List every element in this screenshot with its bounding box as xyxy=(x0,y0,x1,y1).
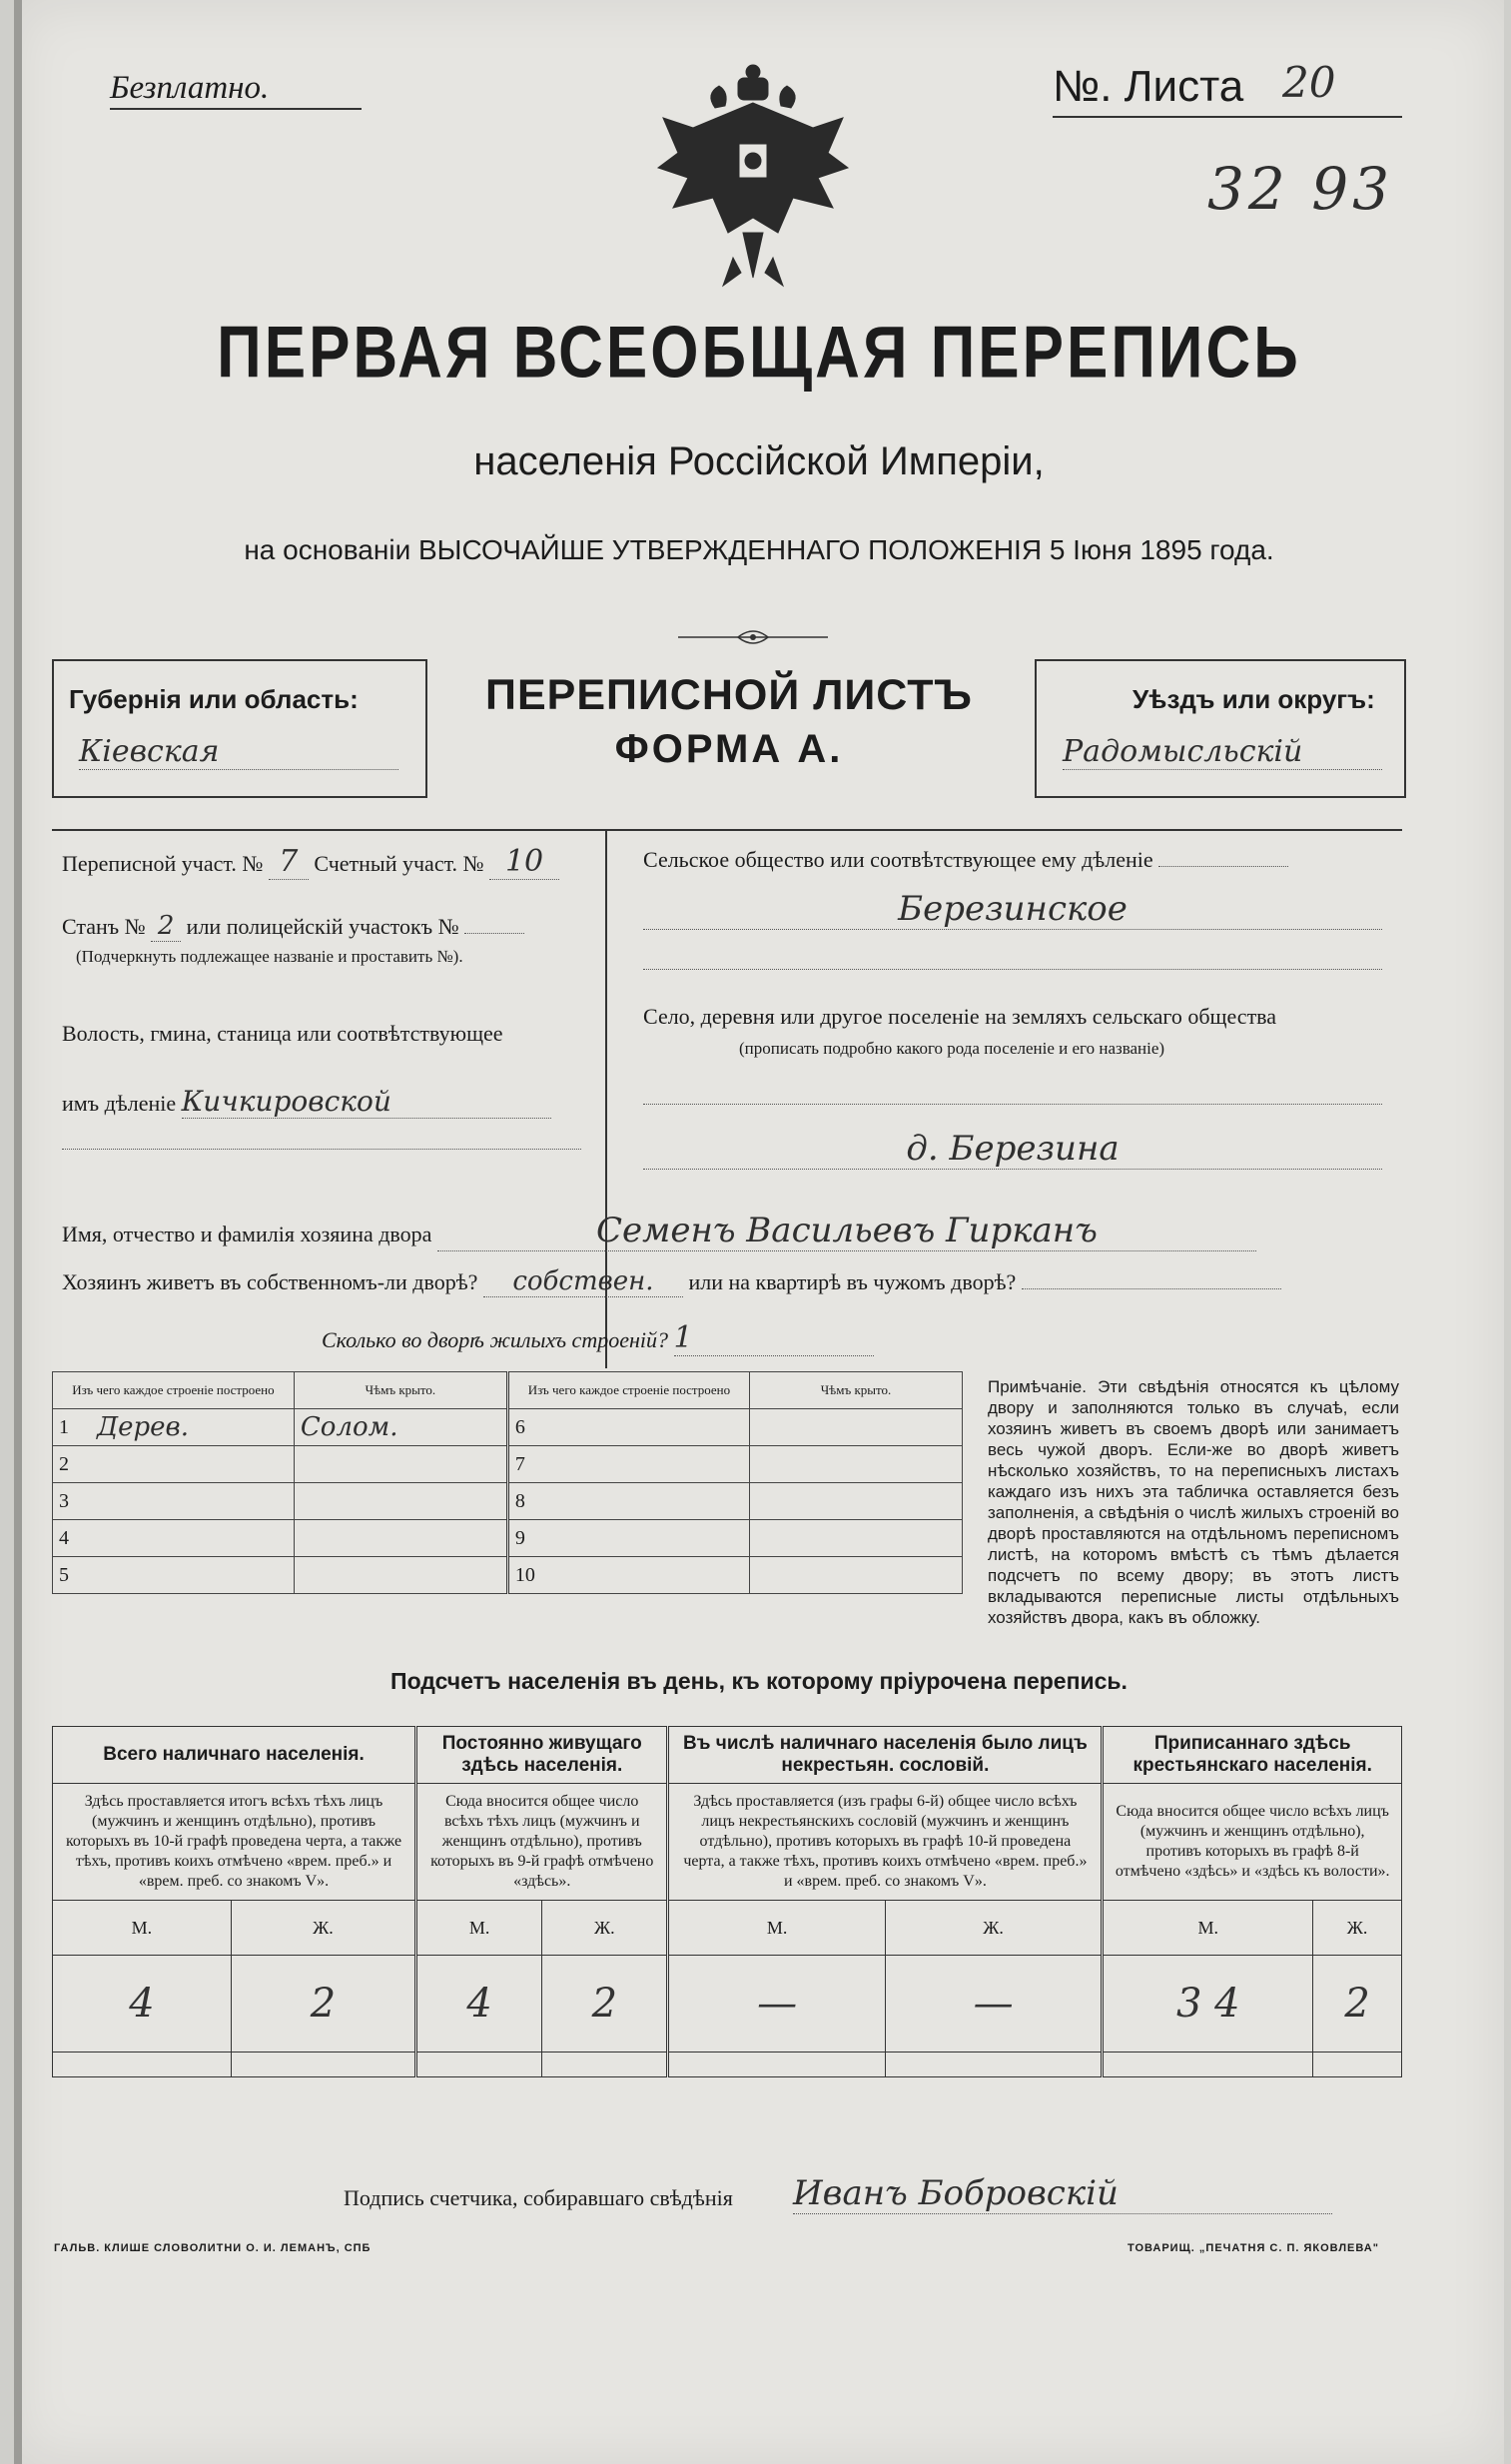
total-male-value[interactable]: 4 xyxy=(53,1956,232,2053)
registered-peasant-male-value[interactable]: 3 4 xyxy=(1103,1956,1313,2053)
village-label: Село, деревня или другое поселеніе на земляхъ сельскаго общества xyxy=(643,1004,1277,1029)
material-cell[interactable] xyxy=(547,1483,750,1520)
material-cell[interactable] xyxy=(547,1409,750,1446)
police-label: или полицейскій участокъ № xyxy=(186,914,459,939)
owner-name-field xyxy=(62,1211,1256,1251)
roof-cell[interactable] xyxy=(750,1520,963,1557)
row-number: 10 xyxy=(507,1557,547,1594)
blank-cell xyxy=(416,2053,542,2077)
row-number: 6 xyxy=(507,1409,547,1446)
census-subtitle: населенія Россійской Имперіи, xyxy=(473,439,1045,483)
col-material-right: Изъ чего каждое строеніе построено xyxy=(507,1372,749,1409)
imperial-eagle-icon xyxy=(653,58,853,298)
owner-rent-value[interactable] xyxy=(1022,1288,1281,1289)
free-label: Безплатно. xyxy=(110,70,270,106)
roof-cell[interactable] xyxy=(294,1520,507,1557)
society-label-line xyxy=(1158,866,1288,867)
sheet-number-underline xyxy=(1053,116,1402,118)
female-label: Ж. xyxy=(1313,1901,1402,1956)
buildings-count-value[interactable]: 1 xyxy=(674,1320,874,1356)
volost-label: Волость, гмина, станица или соотвѣтствующее xyxy=(62,1021,503,1046)
registered-peasant-female-value[interactable]: 2 xyxy=(1313,1956,1402,2053)
population-table xyxy=(52,1726,1402,2077)
col-desc-total: Здѣсь проставляется итогъ всѣхъ тѣхъ лицъ (мужчинъ и женщинъ отдѣльно), противъ которыхъ въ 10-й графѣ проведена черта, а также тѣхъ, противъ коихъ отмѣчено «врем. преб.» и «врем. преб. со знакомъ V». xyxy=(53,1784,416,1901)
non-peasant-female-value[interactable]: — xyxy=(885,1956,1102,2053)
row-number: 9 xyxy=(507,1520,547,1557)
row-number: 5 xyxy=(53,1557,92,1594)
female-label: Ж. xyxy=(231,1901,415,1956)
census-district-field xyxy=(62,844,559,880)
roof-cell[interactable] xyxy=(294,1483,507,1520)
col-desc-non-peasant: Здѣсь проставляется (изъ графы 6-й) общее число всѣхъ лицъ некрестьянскихъ сословій (мужчинъ и женщинъ отдѣльно), противъ которыхъ въ графѣ 10-й проведена черта, а также тѣхъ, противъ коихъ отмѣчено «врем. преб.» и «врем. преб. со знакомъ V». xyxy=(668,1784,1103,1901)
blank-cell xyxy=(542,2053,668,2077)
count-district-value[interactable]: 10 xyxy=(489,844,559,880)
district-box xyxy=(1035,659,1406,798)
blank-cell xyxy=(53,2053,232,2077)
owner-lives-value[interactable]: собствен. xyxy=(483,1266,683,1297)
form-title: ПЕРЕПИСНОЙ ЛИСТЪ xyxy=(485,671,973,719)
owner-lives-label: Хозяинъ живетъ въ собственномъ-ли дворѣ? xyxy=(62,1269,478,1294)
society-field xyxy=(643,847,1288,873)
handwritten-stamp-number: 32 93 xyxy=(1207,155,1394,223)
village-line-1 xyxy=(643,1104,1382,1105)
population-count-title: Подсчетъ населенія въ день, къ которому пріурочена перепись. xyxy=(390,1668,1128,1694)
form-subtitle: ФОРМА А. xyxy=(614,727,844,771)
material-cell[interactable] xyxy=(91,1520,294,1557)
owner-rent-label: или на квартирѣ въ чужомъ дворѣ? xyxy=(688,1269,1017,1294)
row-number: 8 xyxy=(507,1483,547,1520)
roof-cell[interactable] xyxy=(750,1446,963,1483)
stan-value[interactable]: 2 xyxy=(151,911,181,942)
roof-cell[interactable]: Солом. xyxy=(294,1409,507,1446)
roof-cell[interactable] xyxy=(294,1446,507,1483)
male-label: М. xyxy=(53,1901,232,1956)
signature-value[interactable]: Иванъ Бобровскій xyxy=(793,2173,1332,2214)
village-value[interactable]: д. Березина xyxy=(643,1129,1382,1170)
table-row xyxy=(53,1557,963,1594)
printer-credit-right: ТОВАРИЩ. „ПЕЧАТНЯ С. П. ЯКОВЛЕВА" xyxy=(1128,2242,1379,2254)
printer-credit-left: ГАЛЬВ. КЛИШЕ СЛОВОЛИТНИ О. И. ЛЕМАНЪ, СПБ xyxy=(54,2242,372,2254)
col-roof-left: Чѣмъ крыто. xyxy=(294,1372,507,1409)
blank-cell xyxy=(885,2053,1102,2077)
table-row xyxy=(53,1520,963,1557)
material-cell[interactable] xyxy=(547,1446,750,1483)
section-divider xyxy=(52,829,1402,831)
roof-cell[interactable] xyxy=(750,1483,963,1520)
table-row xyxy=(53,1446,963,1483)
male-label: М. xyxy=(668,1901,885,1956)
col-header-permanent: Постоянно живущаго здѣсь населенія. xyxy=(416,1727,668,1784)
material-cell[interactable] xyxy=(547,1557,750,1594)
row-number: 3 xyxy=(53,1483,92,1520)
roof-cell[interactable] xyxy=(750,1557,963,1594)
roof-cell[interactable] xyxy=(294,1557,507,1594)
material-cell[interactable] xyxy=(91,1557,294,1594)
volost-value[interactable]: Кичкировской xyxy=(182,1085,551,1119)
ornament-divider-icon xyxy=(678,625,828,649)
legal-basis: на основаніи ВЫСОЧАЙШЕ УТВЕРЖДЕННАГО ПОЛОЖЕНІЯ 5 Іюня 1895 года. xyxy=(244,534,1274,565)
stan-field xyxy=(62,911,524,942)
male-label: М. xyxy=(416,1901,542,1956)
owner-residence-field xyxy=(62,1266,1281,1297)
col-roof-right: Чѣмъ крыто. xyxy=(750,1372,963,1409)
volost-extra-line xyxy=(62,1149,581,1150)
province-value[interactable]: Кіевская xyxy=(79,734,398,770)
blank-cell xyxy=(231,2053,415,2077)
row-number: 4 xyxy=(53,1520,92,1557)
blank-cell xyxy=(668,2053,885,2077)
society-label: Сельское общество или соотвѣтствующее ему дѣленіе xyxy=(643,847,1153,872)
volost-label-2: имъ дѣленіе xyxy=(62,1091,177,1116)
society-value[interactable]: Березинское xyxy=(643,889,1382,930)
owner-name-value[interactable]: Семенъ Васильевъ Гирканъ xyxy=(437,1211,1256,1251)
police-value[interactable] xyxy=(464,933,524,934)
census-title: ПЕРВАЯ ВСЕОБЩАЯ ПЕРЕПИСЬ xyxy=(217,312,1301,395)
roof-cell[interactable] xyxy=(750,1409,963,1446)
row-number: 1 xyxy=(53,1409,92,1446)
permanent-male-value[interactable]: 4 xyxy=(416,1956,542,2053)
row-number: 2 xyxy=(53,1446,92,1483)
blank-cell xyxy=(1103,2053,1313,2077)
female-label: Ж. xyxy=(885,1901,1102,1956)
col-desc-permanent: Сюда вносится общее число всѣхъ тѣхъ лицъ (мужчинъ и женщинъ отдѣльно), противъ которыхъ въ 9-й графѣ отмѣчено «здѣсь». xyxy=(416,1784,668,1901)
village-note: (прописать подробно какого рода поселеніе и его названіе) xyxy=(739,1039,1165,1058)
stan-label: Станъ № xyxy=(62,914,146,939)
col-material-left: Изъ чего каждое строеніе построено xyxy=(53,1372,295,1409)
owner-name-label: Имя, отчество и фамилія хозяина двора xyxy=(62,1222,432,1246)
permanent-female-value[interactable]: 2 xyxy=(542,1956,668,2053)
non-peasant-male-value[interactable]: — xyxy=(668,1956,885,2053)
police-note: (Подчеркнуть подлежащее названіе и проставить №). xyxy=(76,947,463,966)
buildings-count-label: Сколько во дворѣ жилыхъ строеній? xyxy=(322,1327,668,1352)
material-cell[interactable]: Дерев. xyxy=(91,1409,294,1446)
province-box xyxy=(52,659,427,798)
row-number: 7 xyxy=(507,1446,547,1483)
district-value[interactable]: Радомысльскій xyxy=(1063,734,1382,770)
census-sheet xyxy=(14,0,1504,2464)
blank-cell xyxy=(1313,2053,1402,2077)
buildings-table xyxy=(52,1371,963,1594)
society-extra-line xyxy=(643,969,1382,970)
volost-field xyxy=(62,1085,551,1119)
province-label: Губернія или область: xyxy=(69,684,359,714)
signature-label: Подпись счетчика, собиравшаго свѣдѣнія xyxy=(344,2185,733,2210)
table-row xyxy=(53,1409,963,1446)
female-label: Ж. xyxy=(542,1901,668,1956)
sheet-number-label: №. Листа xyxy=(1053,62,1244,111)
material-cell[interactable] xyxy=(91,1446,294,1483)
male-label: М. xyxy=(1103,1901,1313,1956)
buildings-note: Примѣчаніе. Эти свѣдѣнія относятся къ цѣлому двору и заполняются только въ случаѣ, если хозяинъ живетъ въ своемъ дворѣ или занимаетъ весь чужой дворъ. Если-же во дворѣ живетъ нѣсколько хозяйствъ, то на переписныхъ листахъ каждаго изъ нихъ эта табличка оставляется безъ заполненія, а свѣдѣнія о числѣ жилыхъ строеній во дворѣ проставляются на отдѣльномъ переписномъ листѣ, на которомъ вмѣстѣ съ тѣмъ дѣлается подсчетъ по всему двору; въ этотъ листъ вкладываются переписные листы отдѣльныхъ хозяйствъ двора, какъ въ обложку. xyxy=(988,1377,1399,1627)
buildings-count-field xyxy=(322,1320,874,1356)
material-cell[interactable] xyxy=(547,1520,750,1557)
col-header-registered-peasant: Приписаннаго здѣсь крестьянскаго населенія. xyxy=(1103,1727,1402,1784)
census-district-value[interactable]: 7 xyxy=(269,844,309,880)
col-desc-registered-peasant: Сюда вносится общее число всѣхъ лицъ (мужчинъ и женщинъ отдѣльно), противъ которыхъ въ графѣ 8-й отмѣчено «здѣсь» и «здѣсь къ волости». xyxy=(1103,1784,1402,1901)
sheet-number-value: 20 xyxy=(1282,58,1336,107)
district-label: Уѣздъ или округъ: xyxy=(1133,684,1375,714)
total-female-value[interactable]: 2 xyxy=(231,1956,415,2053)
census-district-label: Переписной участ. № xyxy=(62,851,264,876)
count-district-label: Счетный участ. № xyxy=(314,851,484,876)
free-underline xyxy=(110,108,362,110)
table-row xyxy=(53,1483,963,1520)
material-cell[interactable] xyxy=(91,1483,294,1520)
col-header-total: Всего наличнаго населенія. xyxy=(53,1727,416,1784)
col-header-non-peasant: Въ числѣ наличнаго населенія было лицъ некрестьян. сословій. xyxy=(668,1727,1103,1784)
